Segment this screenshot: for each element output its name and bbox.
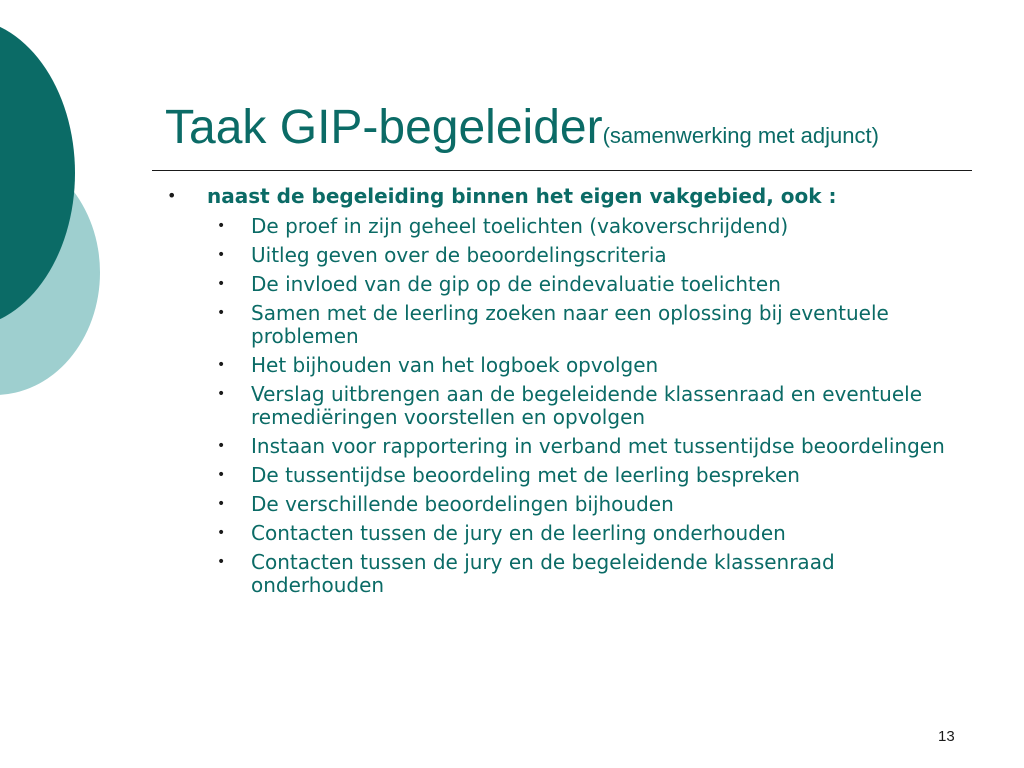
slide-title — [165, 101, 879, 154]
list-item-text: Instaan voor rapportering in verband met tussentijdse beoordelingen — [251, 434, 945, 458]
list-item-text: De tussentijdse beoordeling met de leerling bespreken — [251, 463, 800, 487]
bullet-icon: • — [217, 305, 226, 321]
bullet-icon: • — [217, 218, 226, 234]
intro-text: naast de begeleiding binnen het eigen vakgebied, ook : — [207, 184, 837, 208]
bullet-icon: • — [217, 496, 226, 512]
page-number: 13 — [938, 728, 955, 745]
list-item — [217, 550, 955, 597]
list-item — [217, 301, 955, 348]
slide-content — [165, 184, 955, 603]
list-item-text: Contacten tussen de jury en de begeleidende klassenraad onderhouden — [251, 550, 835, 597]
list-item-text: De proef in zijn geheel toelichten (vakoverschrijdend) — [251, 214, 789, 238]
bullet-icon: • — [217, 525, 226, 541]
list-item — [217, 214, 955, 238]
bullet-icon: • — [217, 467, 226, 483]
list-item-text: Uitleg geven over de beoordelingscriteria — [251, 243, 667, 267]
slide-title-main: Taak GIP-begeleider — [165, 101, 603, 154]
bullet-icon: • — [217, 247, 226, 263]
list-item-text: Het bijhouden van het logboek opvolgen — [251, 353, 659, 377]
bullet-icon: • — [217, 276, 226, 292]
list-item-text: Contacten tussen de jury en de leerling onderhouden — [251, 521, 786, 545]
list-item — [217, 492, 955, 516]
list-item — [217, 272, 955, 296]
bullet-icon: • — [217, 554, 226, 570]
list-item — [217, 243, 955, 267]
bullet-icon: • — [167, 186, 177, 205]
list-item — [217, 382, 955, 429]
title-divider — [152, 170, 972, 171]
intro-bullet — [165, 184, 955, 208]
list-item-text: De verschillende beoordelingen bijhouden — [251, 492, 674, 516]
bullet-icon: • — [217, 386, 226, 402]
bullet-icon: • — [217, 357, 226, 373]
list-item — [217, 434, 955, 458]
list-item — [217, 521, 955, 545]
slide-title-subtitle: (samenwerking met adjunct) — [602, 123, 879, 148]
list-item — [217, 463, 955, 487]
bullet-icon: • — [217, 438, 226, 454]
list-item-text: De invloed van de gip op de eindevaluatie toelichten — [251, 272, 781, 296]
list-item-text: Verslag uitbrengen aan de begeleidende klassenraad en eventuele remediëringen voorstellen en opvolgen — [251, 382, 923, 429]
list-item — [217, 353, 955, 377]
task-list — [165, 215, 955, 597]
list-item-text: Samen met de leerling zoeken naar een oplossing bij eventuele problemen — [251, 301, 889, 348]
